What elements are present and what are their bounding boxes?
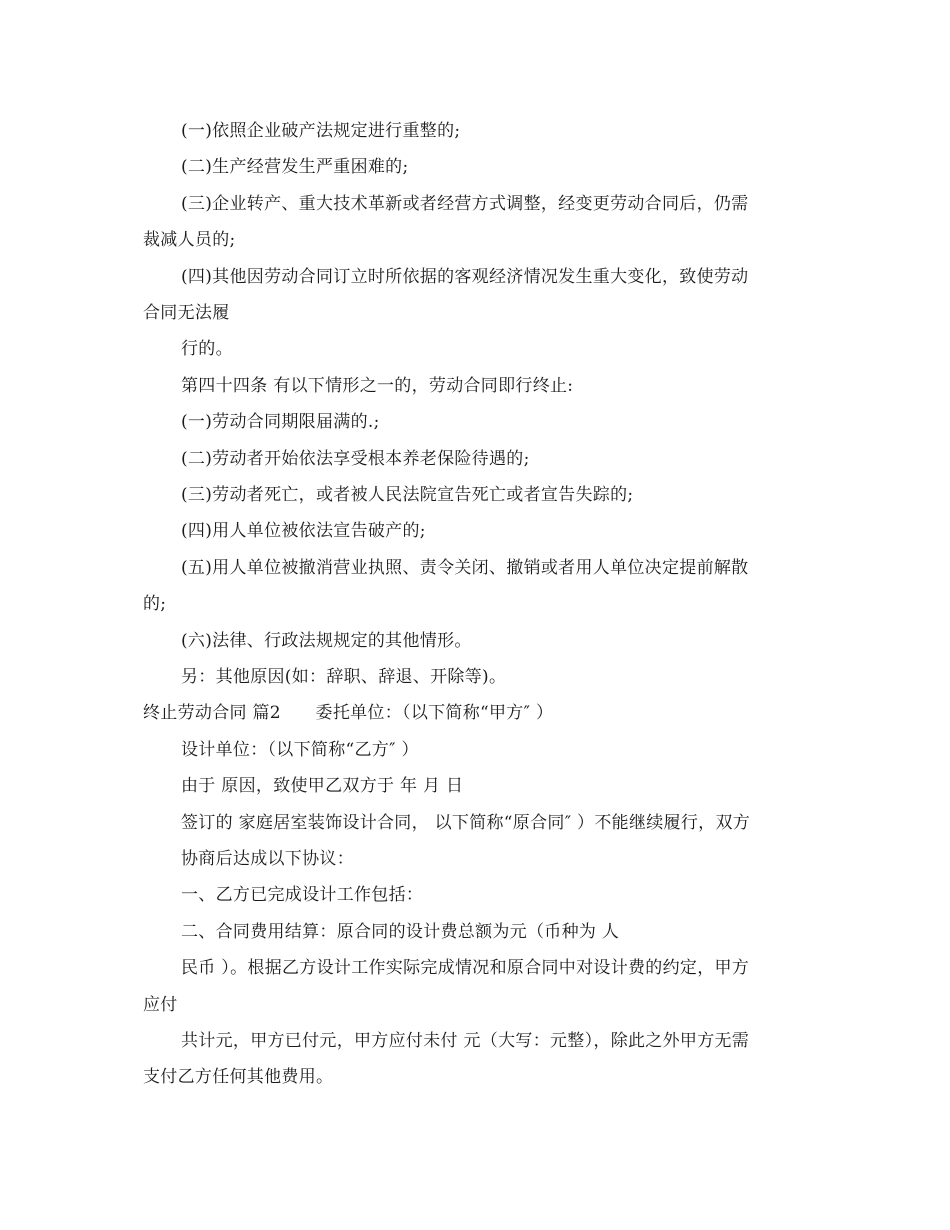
article-heading: 第四十四条 有以下情形之一的，劳动合同即行终止: [181,376,574,396]
text-line: 共计元，甲方已付元，甲方应付未付 元（大写：元整），除此之外甲方无需 [181,1031,750,1051]
text-line: 行的。 [181,339,233,359]
section-heading: 终止劳动合同 篇2 委托单位：（以下简称“甲方″ ） [143,703,554,723]
text-line: (一)依照企业破产法规定进行重整的; [181,121,461,141]
text-line: 合同无法履 [143,303,230,323]
text-line: (四)其他因劳动合同订立时所依据的客观经济情况发生重大变化，致使劳动 [181,267,749,287]
text-line: (六)法律、行政法规规定的其他情形。 [181,631,472,651]
text-line: (三)劳动者死亡，或者被人民法院宣告死亡或者宣告失踪的; [181,485,634,505]
text-line: (三)企业转产、重大技术革新或者经营方式调整，经变更劳动合同后，仍需 [181,194,749,214]
text-line: 裁减人员的; [143,230,236,250]
text-line: (四)用人单位被依法宣告破产的; [181,521,426,541]
text-line: 签订的 家庭居室装饰设计合同， 以下简称“原合同″ ）不能继续履行，双方 [181,813,751,833]
text-line: (二)生产经营发生严重困难的; [181,157,409,177]
text-line: (五)用人单位被撤消营业执照、责令关闭、撤销或者用人单位决定提前解散 [181,558,749,578]
text-line: 的; [143,594,167,614]
text-line: 设计单位：（以下简称“乙方″ ） [181,740,419,760]
text-line: 一、乙方已完成设计工作包括： [181,885,424,905]
text-line: 二、合同费用结算：原合同的设计费总额为元（币种为 人 [181,922,620,942]
text-line: 应付 [143,995,178,1015]
text-line: (一)劳动合同期限届满的.; [181,412,380,432]
text-line: 由于 原因，致使甲乙双方于 年 月 日 [181,776,464,796]
text-line: 协商后达成以下协议： [181,849,354,869]
text-line: 另：其他原因(如：辞职、辞退、开除等)。 [181,667,507,687]
text-line: 民币 ）。根据乙方设计工作实际完成情况和原合同中对设计费的约定，甲方 [181,958,750,978]
text-line: (二)劳动者开始依法享受根本养老保险待遇的; [181,449,530,469]
text-line: 支付乙方任何其他费用。 [143,1067,334,1087]
